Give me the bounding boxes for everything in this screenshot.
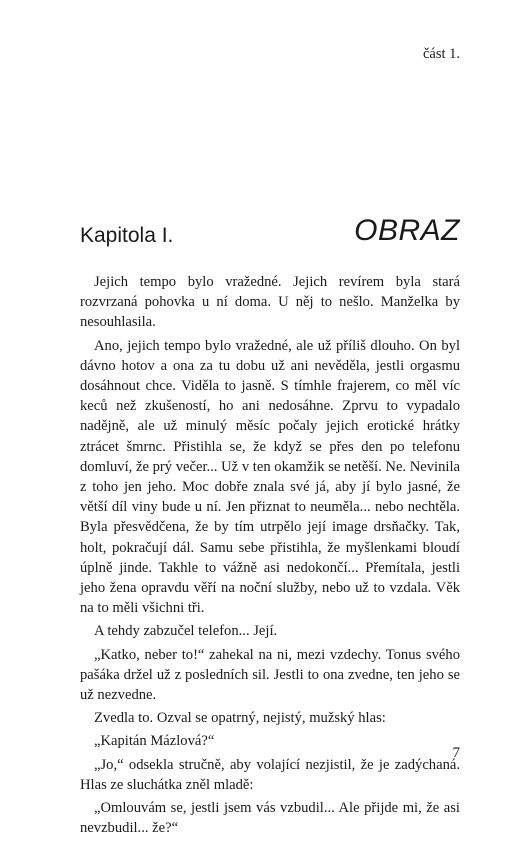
- paragraph: A tehdy zabzučel telefon... Její.: [94, 623, 278, 640]
- paragraph: Jejich tempo bylo vražedné. Jejich revírem byla stará rozvrzaná pohovka u ní doma. U něj to nešlo. Manželka by nesouhlasila.: [80, 274, 460, 331]
- running-head: část 1.: [422, 46, 460, 62]
- page-number: 7: [452, 745, 460, 761]
- paragraph: „Katko, neber to!“ zahekal na ni, mezi vzdechy. Tonus svého pašáka držel už z posledních sil. Jestli to ona zvedne, ten jeho se už nezvedne.: [80, 646, 460, 704]
- chapter-title: OBRAZ: [354, 214, 460, 247]
- paragraph: „Omlouvám se, jestli jsem vás vzbudil... Ale přijde mi, že asi nevzbudil... že?“: [80, 800, 460, 837]
- paragraph: Zvedla to. Ozval se opatrný, nejistý, mužský hlas:: [94, 710, 386, 727]
- paragraph: „Jo,“ odsekla stručně, aby volající nezjistil, že je zadýchaná. Hlas ze sluchátka zněl mladě:: [80, 756, 460, 793]
- body-text: [80, 272, 460, 841]
- paragraph: Ano, jejich tempo bylo vražedné, ale už příliš dlouho. On byl dávno hotov a ona za tu dobu už ani nevěděla, jestli orgasmu dosáhnout chce. Viděla to jasně. S tímhle frajerem, co měl víc keců než zkušeností, ho ani nedosáhne. Zprvu to vypadalo nadějně, ale už minulý měsíc počaly jejich erotické hrátky ztrácet šmrnc. Přistihla se, že když se přes den po telefonu domluví, že prý večer... Už v ten okamžik se netěší. Ne. Nevinila z toho jen jeho. Moc dobře znala své já, aby jí bylo jasné, že větší díl viny bude u ní. Jen přiznat to neuměla... nebo nechtěla. Byla přesvědčena, že by tím utrpělo její image drsňačky. Tak, holt, pokračují dál. Samu sebe přistihla, že myšlenkami bloudí úplně jinde. Takhle to vážně asi nedokončí... Přemítala, jestli jeho žena opravdu věří na noční služby, nebo už to vzdala. Věk na to měli všichni tři.: [80, 337, 460, 617]
- chapter-label: Kapitola I.: [80, 224, 174, 247]
- paragraph: „Kapitán Mázlová?“: [94, 733, 215, 750]
